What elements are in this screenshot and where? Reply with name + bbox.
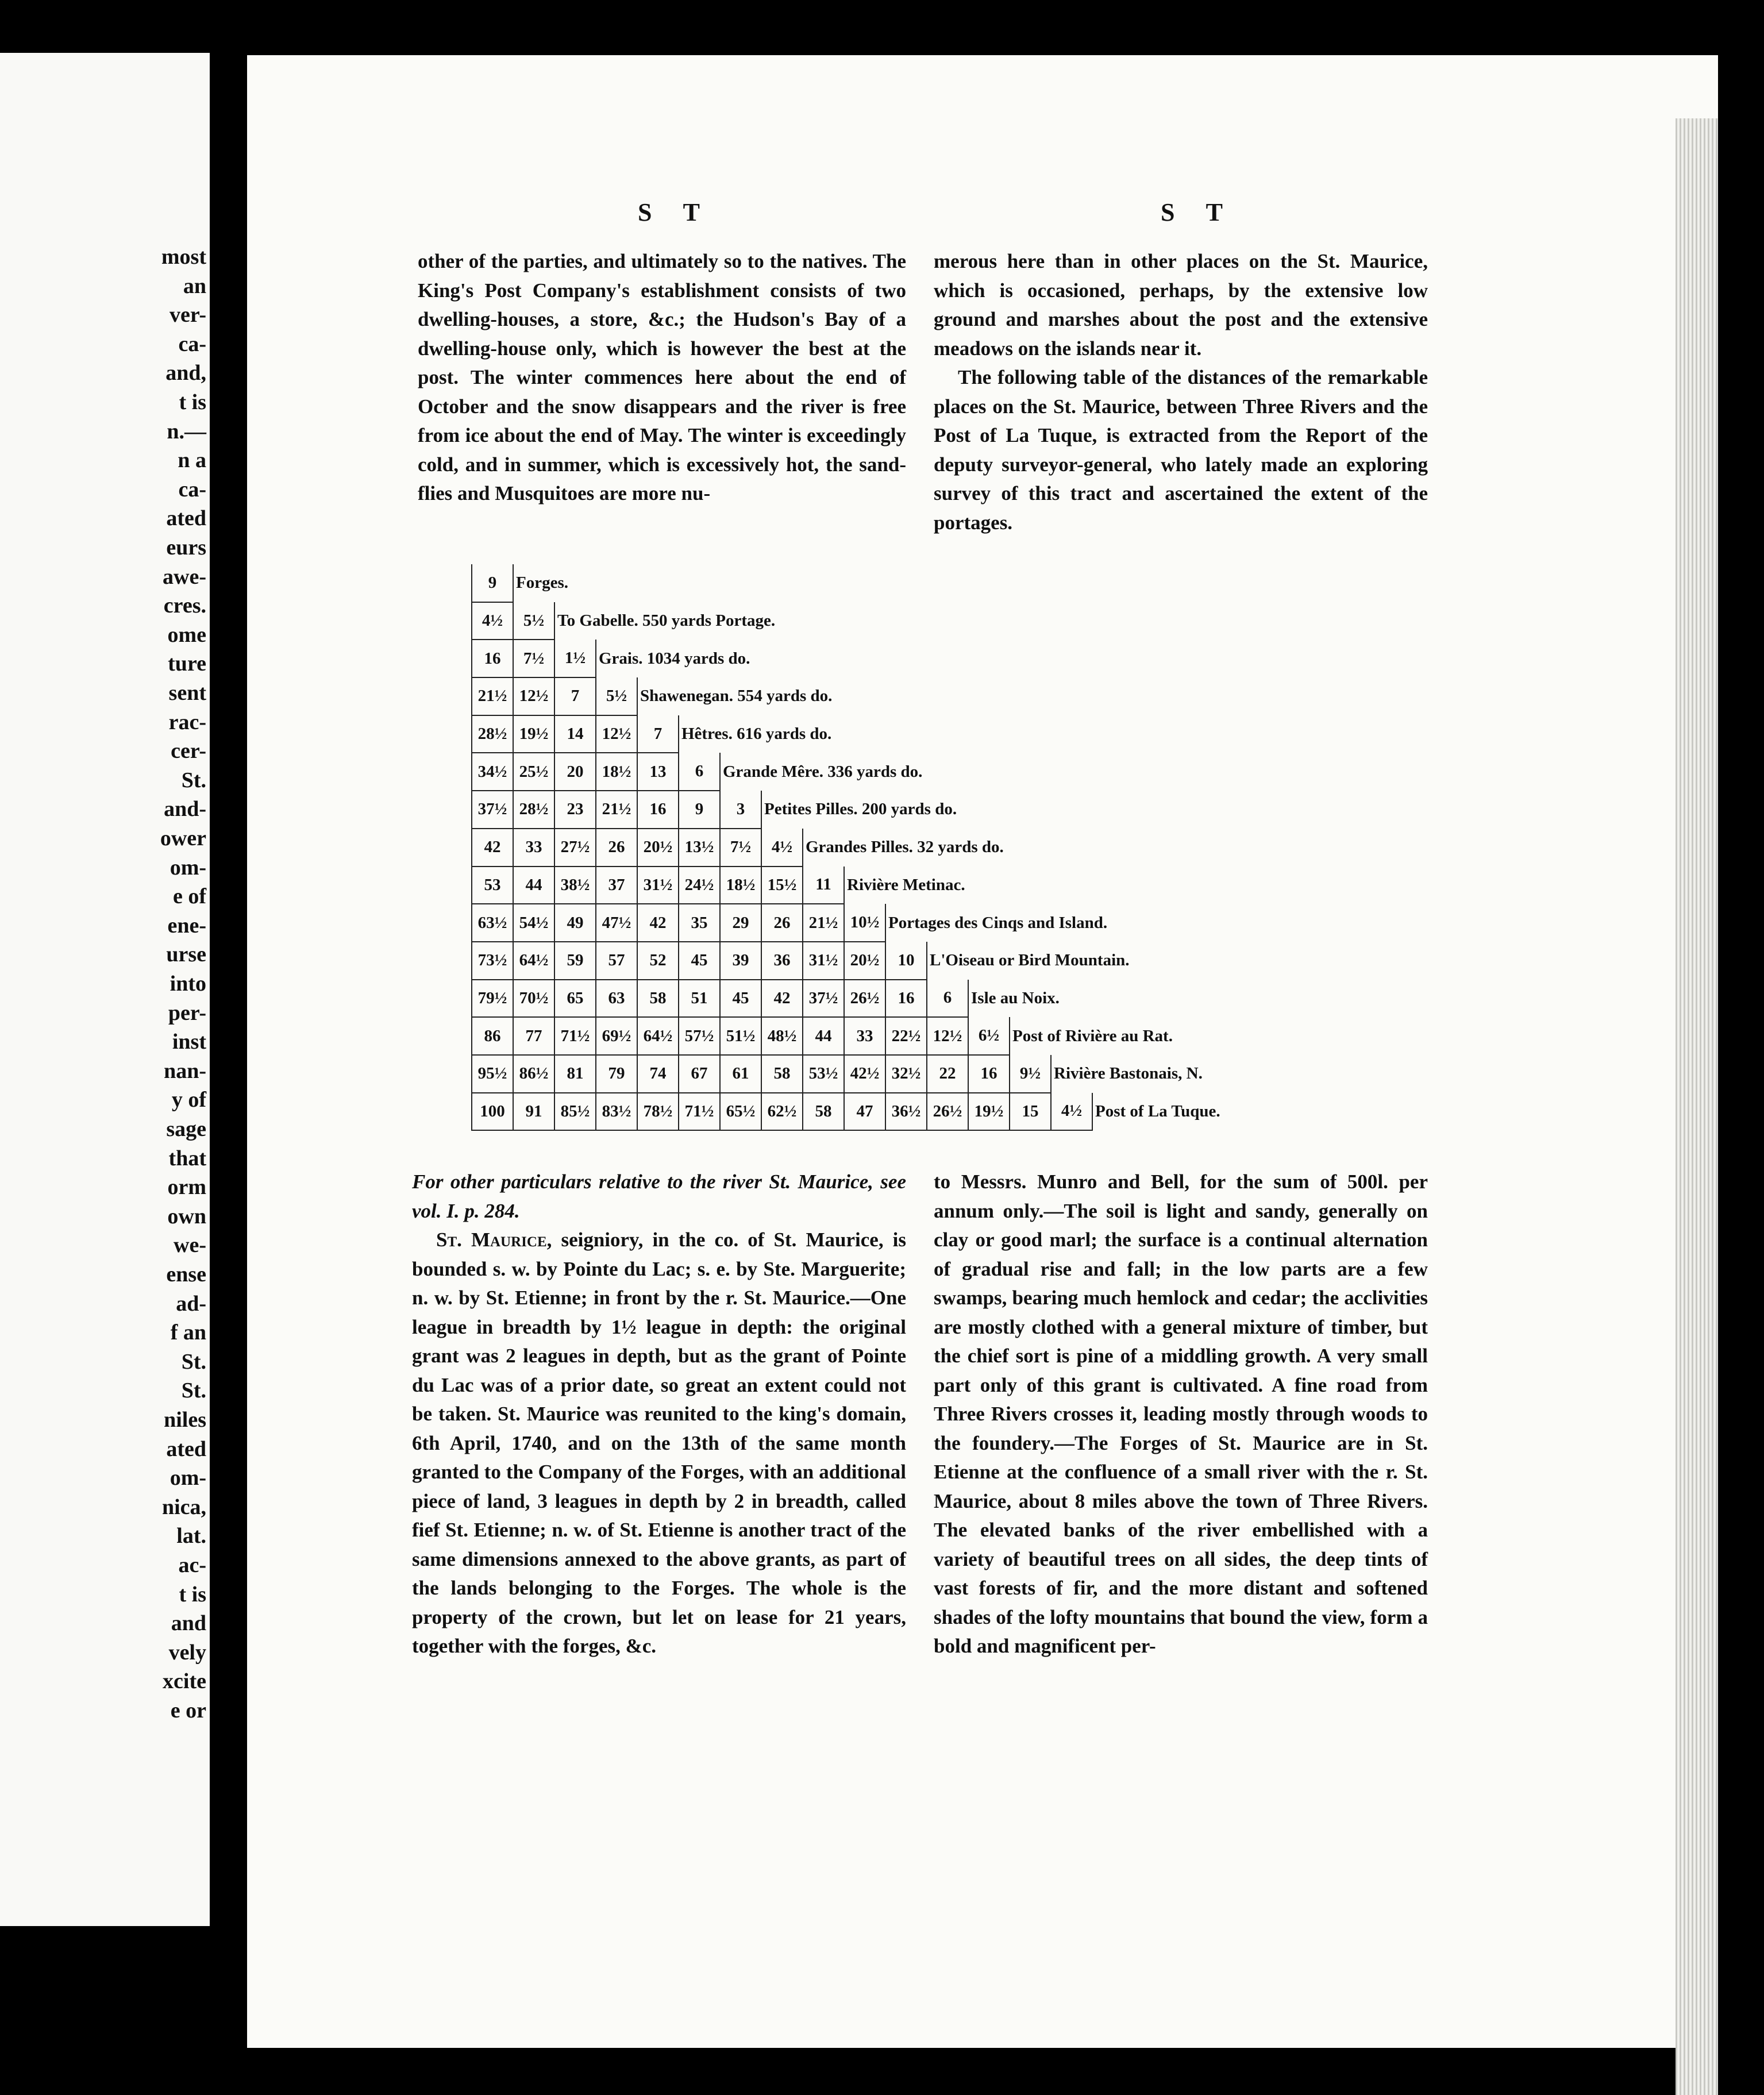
place-label: Shawenegan. 554 yards do. — [637, 677, 1223, 715]
distance-cell: 42 — [761, 980, 803, 1018]
distance-cell: 100 — [472, 1093, 513, 1131]
distance-cell: 20 — [554, 753, 596, 791]
distance-cell: 5½ — [513, 602, 554, 640]
distance-cell: 63½ — [472, 904, 513, 942]
column-right-bottom — [934, 1168, 1428, 1661]
left-page-fragment — [0, 53, 210, 1926]
left-page-text-fragment: urse — [166, 942, 206, 967]
place-label: Post of La Tuque. — [1092, 1093, 1223, 1131]
distance-cell: 4½ — [472, 602, 513, 640]
left-page-text-fragment: n a — [178, 448, 206, 473]
distance-cell: 78½ — [637, 1093, 679, 1131]
distance-cell: 3 — [720, 791, 761, 829]
left-page-text-fragment: and, — [165, 361, 206, 386]
distance-cell: 18½ — [596, 753, 637, 791]
distance-cell: 32½ — [885, 1055, 927, 1093]
distance-cell: 26½ — [927, 1093, 968, 1131]
left-page-text-fragment: ture — [168, 652, 206, 676]
place-label: Forges. — [513, 564, 1223, 602]
paragraph: other of the parties, and ultimately so to the natives. The King's Post Company's establishment consists of two dwelling-houses, a store, &c.; the Hudson's Bay of a dwelling-house only, which is however the best at the post. The winter commences here about the end of October and the snow disappears and the river is free from ice about the end of May. The winter is exceedingly cold, and in summer, which is excessively hot, the sand-flies and Musquitoes are more nu- — [418, 250, 906, 505]
distance-cell: 71½ — [554, 1017, 596, 1055]
distance-cell: 62½ — [761, 1093, 803, 1131]
distance-cell: 14 — [554, 715, 596, 753]
distance-cell: 70½ — [513, 980, 554, 1018]
place-label: Hêtres. 616 yards do. — [679, 715, 1223, 753]
distance-table — [471, 564, 1223, 1131]
left-page-text-fragment: inst — [172, 1030, 206, 1054]
left-page-text-fragment: ac- — [178, 1553, 206, 1577]
distance-cell: 42 — [472, 829, 513, 867]
left-page-text-fragment: ense — [166, 1262, 206, 1287]
table-row — [472, 1093, 1223, 1131]
distance-cell: 53 — [472, 867, 513, 904]
distance-cell: 18½ — [720, 867, 761, 904]
left-page-text-fragment: xcite — [163, 1669, 206, 1694]
distance-cell: 79 — [596, 1055, 637, 1093]
left-page-text-fragment: and- — [164, 797, 206, 822]
distance-cell: 9 — [679, 791, 720, 829]
distance-cell: 33 — [844, 1017, 885, 1055]
left-page-text-fragment: and — [171, 1611, 206, 1636]
left-page-text-fragment: e of — [172, 884, 206, 909]
distance-cell: 65½ — [720, 1093, 761, 1131]
distance-cell: 65 — [554, 980, 596, 1018]
distance-cell: 31½ — [637, 867, 679, 904]
distance-cell: 37½ — [472, 791, 513, 829]
table-row — [472, 904, 1223, 942]
distance-cell: 26 — [761, 904, 803, 942]
distance-cell: 1½ — [554, 640, 596, 677]
left-page-text-fragment: orm — [167, 1175, 206, 1200]
table-row — [472, 602, 1223, 640]
distance-cell: 21½ — [472, 677, 513, 715]
distance-cell: 57½ — [679, 1017, 720, 1055]
left-page-text-fragment: nan- — [164, 1058, 206, 1083]
table-row — [472, 1055, 1223, 1093]
distance-cell: 23 — [554, 791, 596, 829]
place-label: Petites Pilles. 200 yards do. — [761, 791, 1223, 829]
place-label: To Gabelle. 550 yards Portage. — [554, 602, 1223, 640]
distance-cell: 7 — [637, 715, 679, 753]
place-label: Portages des Cinqs and Island. — [885, 904, 1223, 942]
distance-cell: 33 — [513, 829, 554, 867]
distance-cell: 13 — [637, 753, 679, 791]
distance-cell: 69½ — [596, 1017, 637, 1055]
table-row — [472, 791, 1223, 829]
distance-cell: 67 — [679, 1055, 720, 1093]
distance-cell: 81 — [554, 1055, 596, 1093]
distance-cell: 12½ — [596, 715, 637, 753]
left-page-text-fragment: ower — [160, 826, 206, 850]
left-page-text-fragment: nica, — [161, 1495, 206, 1519]
left-page-text-fragment: cer- — [171, 739, 206, 764]
table-row — [472, 942, 1223, 980]
column-right-top — [934, 247, 1428, 537]
left-page-text-fragment: ene- — [167, 913, 206, 938]
left-page-text-fragment: t is — [179, 390, 206, 414]
distance-cell: 31½ — [803, 942, 844, 980]
table-row — [472, 867, 1223, 904]
distance-cell: 51 — [679, 980, 720, 1018]
distance-cell: 38½ — [554, 867, 596, 904]
left-page-text-fragment: ad- — [176, 1291, 206, 1316]
distance-cell: 39 — [720, 942, 761, 980]
distance-cell: 28½ — [513, 791, 554, 829]
left-page-text-fragment: n.— — [167, 419, 206, 444]
entry-body: seigniory, in the co. of St. Maurice, is bounded s. w. by Pointe du Lac; s. e. by Ste. Marguerite; n. w. by St. Etienne; in front by the r. St. Maurice.—One league in breadth by 1½ league in depth: the original grant was 2 leagues in depth, but as the grant of Pointe du Lac was of a prior date, so great an extent could not be taken. St. Maurice was reunited to the king's domain, 6th April, 1740, and on the 13th of the same month granted to the Company of the Forges, with an additional piece of land, 3 leagues in depth by 2 in breadth, called fief St. Etienne; n. w. of St. Etienne is another tract of the same dimensions annexed to the above grants, as part of the lands belonging to the Forges. The whole is the property of the crown, but let on lease for 21 years, together with the forges, &c. — [412, 1228, 906, 1657]
paragraph: to Messrs. Munro and Bell, for the sum of 500l. per annum only.—The soil is light and sandy, generally on clay or good marl; the surface is a continual alternation of gradual rise and fall; in the low parts are a few swamps, bearing much hemlock and cedar; the acclivities are mostly clothed with a general mixture of timber, but the chief sort is pine of a middling growth. A very small part only of this grant is cultivated. A fine road from Three Rivers crosses it, leading mostly through woods to the foundery.—The Forges of St. Maurice are in St. Etienne at the confluence of a small river with the r. St. Maurice, about 8 miles above the town of Three Rivers. The elevated banks of the river embellished with a variety of beautiful trees on all sides, the deep tints of vast forests of fir, and the more distant and softened shades of the lofty mountains that bound the view, form a bold and magnificent per- — [934, 1170, 1428, 1657]
left-page-text-fragment: sage — [166, 1117, 206, 1141]
distance-cell: 57 — [596, 942, 637, 980]
distance-cell: 27½ — [554, 829, 596, 867]
distance-cell: 9½ — [1010, 1055, 1051, 1093]
distance-cell: 16 — [885, 980, 927, 1018]
left-page-text-fragment: f an — [170, 1320, 206, 1345]
place-label: Rivière Metinac. — [844, 867, 1223, 904]
distance-cell: 10½ — [844, 904, 885, 942]
place-label: Isle au Noix. — [968, 980, 1223, 1018]
left-page-text-fragment: an — [183, 274, 206, 298]
column-left-top — [418, 247, 906, 509]
distance-cell: 25½ — [513, 753, 554, 791]
distance-cell: 79½ — [472, 980, 513, 1018]
table-row — [472, 564, 1223, 602]
distance-cell: 47 — [844, 1093, 885, 1131]
distance-cell: 42½ — [844, 1055, 885, 1093]
left-page-text-fragment: own — [167, 1204, 206, 1228]
paragraph: merous here than in other places on the St. Maurice, which is occasioned, perhaps, by the extensive low ground and marshes about the post and the extensive meadows on the islands near it. — [934, 250, 1428, 360]
left-page-text-fragment: ome — [167, 622, 206, 647]
distance-cell: 45 — [720, 980, 761, 1018]
left-page-text-fragment: awe- — [163, 564, 206, 589]
place-label: Grande Mêre. 336 yards do. — [720, 753, 1223, 791]
left-page-text-fragment: e or — [170, 1699, 206, 1723]
distance-cell: 19½ — [513, 715, 554, 753]
distance-cell: 48½ — [761, 1017, 803, 1055]
distance-cell: 4½ — [761, 829, 803, 867]
distance-cell: 42 — [637, 904, 679, 942]
distance-cell: 12½ — [513, 677, 554, 715]
distance-cell: 9 — [472, 564, 513, 602]
place-label: Post of Rivière au Rat. — [1010, 1017, 1223, 1055]
italic-note: For other particulars relative to the river St. Maurice, see vol. I. p. 284. — [412, 1170, 906, 1222]
left-page-text-fragment: that — [168, 1146, 206, 1170]
distance-cell: 83½ — [596, 1093, 637, 1131]
left-page-text-fragment: t is — [179, 1582, 206, 1607]
distance-cell: 36½ — [885, 1093, 927, 1131]
distance-cell: 35 — [679, 904, 720, 942]
distance-cell: 51½ — [720, 1017, 761, 1055]
distance-cell: 6½ — [968, 1017, 1010, 1055]
distance-cell: 26 — [596, 829, 637, 867]
distance-cell: 7½ — [513, 640, 554, 677]
left-page-text-fragment: eurs — [166, 536, 206, 560]
left-page-text-fragment: vely — [168, 1640, 206, 1665]
left-page-text-fragment: ated — [166, 1437, 206, 1461]
distance-cell: 21½ — [596, 791, 637, 829]
distance-cell: 64½ — [513, 942, 554, 980]
left-page-text-fragment: most — [161, 245, 206, 269]
distance-cell: 64½ — [637, 1017, 679, 1055]
left-page-text-fragment: per- — [168, 1000, 206, 1025]
distance-cell: 29 — [720, 904, 761, 942]
distance-cell: 58 — [803, 1093, 844, 1131]
table-row — [472, 753, 1223, 791]
left-page-text-fragment: y of — [171, 1088, 206, 1112]
distance-cell: 77 — [513, 1017, 554, 1055]
place-label: L'Oiseau or Bird Mountain. — [927, 942, 1223, 980]
distance-cell: 16 — [968, 1055, 1010, 1093]
distance-cell: 21½ — [803, 904, 844, 942]
distance-cell: 15½ — [761, 867, 803, 904]
distance-cell: 24½ — [679, 867, 720, 904]
distance-cell: 34½ — [472, 753, 513, 791]
left-page-text-fragment: ated — [166, 506, 206, 531]
left-page-text-fragment: rac- — [168, 710, 206, 734]
distance-cell: 95½ — [472, 1055, 513, 1093]
distance-cell: 10 — [885, 942, 927, 980]
left-page-text-fragment: into — [170, 972, 206, 996]
distance-cell: 73½ — [472, 942, 513, 980]
distance-cell: 7½ — [720, 829, 761, 867]
left-page-text-fragment: sent — [168, 681, 206, 705]
distance-cell: 85½ — [554, 1093, 596, 1131]
distance-cell: 59 — [554, 942, 596, 980]
distance-cell: 16 — [472, 640, 513, 677]
seigniory-entry — [412, 1226, 906, 1661]
distance-cell: 16 — [637, 791, 679, 829]
place-label: Rivière Bastonais, N. — [1051, 1055, 1223, 1093]
distance-cell: 53½ — [803, 1055, 844, 1093]
distance-cell: 58 — [761, 1055, 803, 1093]
distance-cell: 11 — [803, 867, 844, 904]
distance-cell: 20½ — [637, 829, 679, 867]
distance-cell: 22 — [927, 1055, 968, 1093]
distance-cell: 19½ — [968, 1093, 1010, 1131]
distance-cell: 47½ — [596, 904, 637, 942]
distance-cell: 37 — [596, 867, 637, 904]
distance-cell: 5½ — [596, 677, 637, 715]
table-row — [472, 677, 1223, 715]
left-page-text-fragment: lat. — [176, 1524, 206, 1549]
distance-cell: 6 — [927, 980, 968, 1018]
distance-cell: 54½ — [513, 904, 554, 942]
table-row — [472, 1017, 1223, 1055]
table-row — [472, 829, 1223, 867]
distance-cell: 61 — [720, 1055, 761, 1093]
distance-cell: 7 — [554, 677, 596, 715]
left-page-text-fragment: niles — [164, 1408, 206, 1432]
distance-cell: 44 — [803, 1017, 844, 1055]
distance-cell: 91 — [513, 1093, 554, 1131]
distance-cell: 28½ — [472, 715, 513, 753]
table-row — [472, 715, 1223, 753]
distance-cell: 22½ — [885, 1017, 927, 1055]
left-page-text-fragment: om- — [170, 855, 206, 880]
running-head-right: S T — [1161, 198, 1236, 226]
distance-cell: 71½ — [679, 1093, 720, 1131]
distance-cell: 13½ — [679, 829, 720, 867]
distance-cell: 86 — [472, 1017, 513, 1055]
place-label: Grais. 1034 yards do. — [596, 640, 1223, 677]
distance-cell: 49 — [554, 904, 596, 942]
column-left-bottom — [412, 1168, 906, 1661]
place-label: Grandes Pilles. 32 yards do. — [803, 829, 1223, 867]
distance-cell: 15 — [1010, 1093, 1051, 1131]
left-page-text-fragment: cres. — [163, 594, 206, 618]
table-row — [472, 640, 1223, 677]
distance-cell: 20½ — [844, 942, 885, 980]
entry-title: St. Maurice, — [436, 1228, 552, 1251]
distance-cell: 6 — [679, 753, 720, 791]
left-page-text-fragment: St. — [181, 1349, 206, 1374]
distance-cell: 58 — [637, 980, 679, 1018]
distance-cell: 52 — [637, 942, 679, 980]
running-head-left: S T — [638, 198, 713, 226]
left-page-text-fragment: ver- — [170, 303, 206, 328]
distance-cell: 37½ — [803, 980, 844, 1018]
left-page-text-fragment: ca- — [178, 332, 206, 356]
distance-cell: 44 — [513, 867, 554, 904]
page-edge — [1676, 118, 1718, 2095]
left-page-text-fragment: om- — [170, 1466, 206, 1491]
distance-cell: 26½ — [844, 980, 885, 1018]
left-page-text-fragment: we- — [174, 1233, 206, 1258]
distance-cell: 74 — [637, 1055, 679, 1093]
paragraph: The following table of the distances of the remarkable places on the St. Maurice, between Three Rivers and the Post of La Tuque, is extracted from the Report of the deputy surveyor-general, who lately made an exploring survey of this tract and ascertained the extent of the portages. — [934, 366, 1428, 534]
left-page-text-fragment: St. — [181, 768, 206, 792]
left-page-text-fragment: ca- — [178, 477, 206, 502]
table-row — [472, 980, 1223, 1018]
left-page-text-fragment: St. — [181, 1378, 206, 1403]
distance-cell: 63 — [596, 980, 637, 1018]
distance-cell: 86½ — [513, 1055, 554, 1093]
distance-cell: 45 — [679, 942, 720, 980]
distance-cell: 36 — [761, 942, 803, 980]
distance-cell: 12½ — [927, 1017, 968, 1055]
distance-cell: 4½ — [1051, 1093, 1092, 1131]
